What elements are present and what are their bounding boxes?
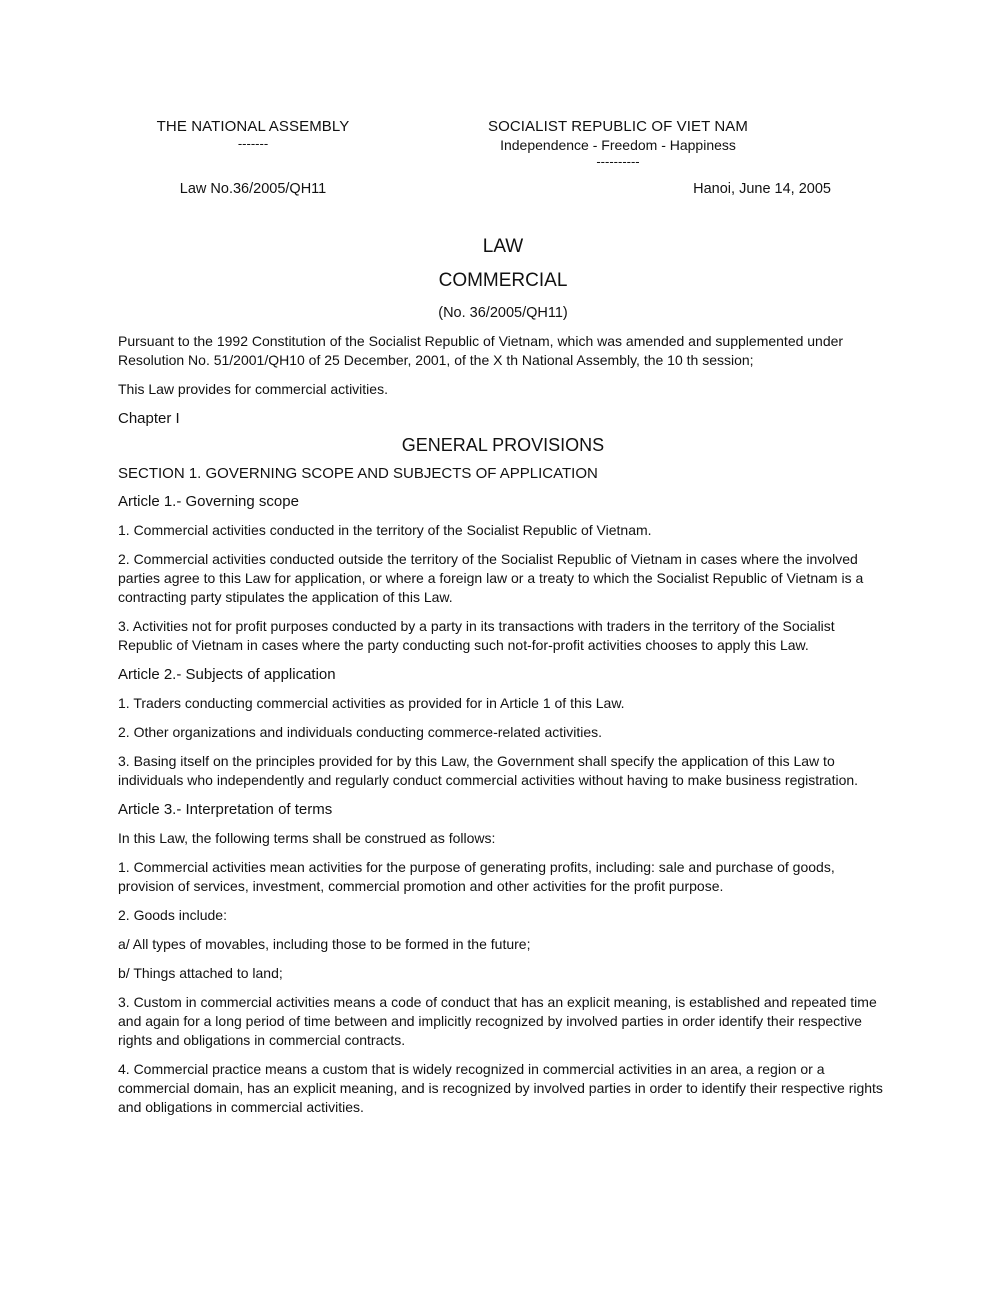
article-heading: Article 1.- Governing scope: [118, 493, 299, 510]
article-heading: Article 2.- Subjects of application: [118, 666, 336, 683]
law-number: Law No.36/2005/QH11: [179, 181, 327, 197]
preamble-paragraph: This Law provides for commercial activities.: [118, 381, 388, 397]
article-paragraph: 4. Commercial practice means a custom that is widely recognized in commercial activities in an area, a region or a commercial domain, has an explicit meaning, and is recognized by involved parties in order to identify their respective rights and obligations in commercial activities.: [118, 1061, 883, 1115]
article-paragraph: 3. Custom in commercial activities means a code of conduct that has an explicit meaning, is established and repeated time and again for a long period of time between and implicitly recognized by involved parties in order identify their respective rights and obligations in commercial contracts.: [118, 994, 877, 1048]
article-heading: Article 3.- Interpretation of terms: [118, 801, 333, 818]
doc-title-commercial: COMMERCIAL: [438, 270, 568, 291]
state-motto: Independence - Freedom - Happiness: [500, 137, 736, 153]
issuer-divider: -------: [237, 136, 269, 151]
article-paragraph: 2. Commercial activities conducted outside the territory of the Socialist Republic of Vietnam in cases where the involved parties agree to this Law for application, or where a foreign law or a treaty to which the Socialist Republic of Vietnam is a contracting party stipulates the application of this Law.: [118, 551, 864, 605]
article-paragraph: In this Law, the following terms shall be construed as follows:: [118, 830, 496, 846]
state-name: SOCIALIST REPUBLIC OF VIET NAM: [487, 118, 748, 135]
state-block: [440, 118, 796, 170]
chapter-title: GENERAL PROVISIONS: [401, 435, 605, 455]
article-paragraph: 2. Other organizations and individuals conducting commerce-related activities.: [118, 724, 603, 740]
document-body: [118, 236, 888, 1127]
article-2: [118, 665, 888, 790]
article-3: [118, 800, 888, 1117]
doc-title-law: LAW: [482, 236, 524, 257]
chapter-label: Chapter I: [118, 410, 180, 427]
article-paragraph: 1. Commercial activities mean activities for the purpose of generating profits, including: sale and purchase of goods, provision of services, investment, commercial promotion and other activities for the profit purpose.: [118, 859, 835, 894]
article-paragraph: b/ Things attached to land;: [118, 965, 283, 981]
article-paragraph: 1. Traders conducting commercial activities as provided for in Article 1 of this Law.: [118, 695, 625, 711]
section-heading: SECTION 1. GOVERNING SCOPE AND SUBJECTS OF APPLICATION: [118, 465, 598, 482]
place-date: Hanoi, June 14, 2005: [693, 181, 831, 197]
article-1: [118, 492, 888, 655]
article-paragraph: 3. Basing itself on the principles provided for by this Law, the Government shall specify the application of this Law to individuals who independently and regularly conduct commercial activities without having to make business registration.: [118, 753, 859, 788]
article-paragraph: 1. Commercial activities conducted in the territory of the Socialist Republic of Vietnam.: [118, 522, 652, 538]
preamble-paragraph: Pursuant to the 1992 Constitution of the Socialist Republic of Vietnam, which was amended and supplemented under Resolution No. 51/2001/QH10 of 25 December, 2001, of the X th National Assembly, the 10 th session;: [118, 333, 844, 368]
article-paragraph: 2. Goods include:: [118, 907, 227, 923]
issuer-name: THE NATIONAL ASSEMBLY: [156, 118, 350, 135]
issuer-block: [118, 118, 388, 152]
doc-number: (No. 36/2005/QH11): [438, 305, 568, 321]
article-paragraph: 3. Activities not for profit purposes conducted by a party in its transactions with traders in the territory of the Socialist Republic of Vietnam in cases where the party conducting such not-for-profit activities chooses to apply this Law.: [118, 618, 835, 653]
state-divider: ----------: [596, 154, 640, 169]
article-paragraph: a/ All types of movables, including those to be formed in the future;: [118, 936, 531, 952]
